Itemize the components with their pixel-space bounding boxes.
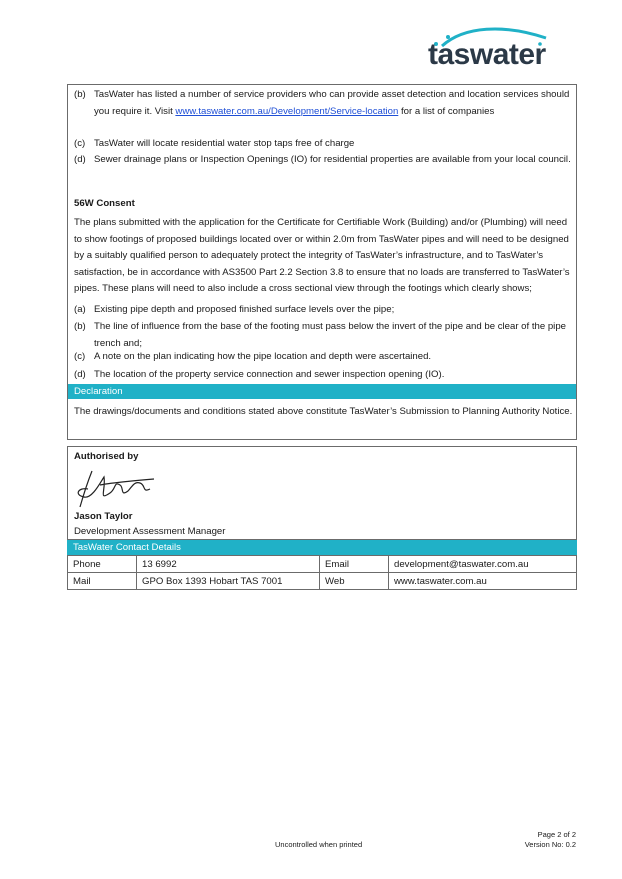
declaration-text: The drawings/documents and conditions stated above constitute TasWater’s Submission to Planning Authority Notice. bbox=[74, 406, 573, 417]
version-number: Version No: 0.2 bbox=[524, 840, 576, 849]
service-location-link[interactable]: www.taswater.com.au/Development/Service-location bbox=[175, 105, 399, 117]
logo-text-water: water bbox=[469, 38, 546, 71]
web-link[interactable]: www.taswater.com.au bbox=[389, 573, 577, 590]
list-item: (d) The location of the property service connection and sewer inspection opening (IO). bbox=[74, 369, 445, 380]
authorisation-box bbox=[67, 446, 577, 540]
list-item: (a) Existing pipe depth and proposed finished surface levels over the pipe; bbox=[74, 304, 395, 315]
contact-table bbox=[67, 555, 577, 590]
footer-uncontrolled: Uncontrolled when printed bbox=[275, 840, 363, 849]
logo-text-tas: tas bbox=[428, 38, 470, 71]
list-item: (d) Sewer drainage plans or Inspection Openings (IO) for residential properties are available from your local council. bbox=[74, 154, 571, 165]
list-item: (b) TasWater has listed a number of service providers who can provide asset detection and location services should you require it. Visit www.taswater.com.au/Development/Service-location for a list of companies bbox=[74, 89, 570, 117]
taswater-logo bbox=[424, 24, 556, 76]
signatory-role: Development Assessment Manager bbox=[74, 526, 226, 537]
page-number: Page 2 of 2 bbox=[537, 830, 576, 839]
table-row: Mail GPO Box 1393 Hobart TAS 7001 Web www.taswater.com.au bbox=[68, 573, 577, 590]
signatory-name: Jason Taylor bbox=[74, 511, 133, 522]
declaration-heading: Declaration bbox=[68, 384, 576, 399]
authorised-heading: Authorised by bbox=[74, 451, 139, 462]
list-item: (c) A note on the plan indicating how the pipe location and depth were ascertained. bbox=[74, 351, 432, 362]
list-item: (c) TasWater will locate residential water stop taps free of charge bbox=[74, 138, 355, 149]
contact-details-heading: TasWater Contact Details bbox=[67, 540, 577, 555]
list-item: (b) The line of influence from the base of the footing must pass below the invert of the pipe and be clear of the pipe trench and; bbox=[74, 321, 566, 349]
email-link[interactable]: development@taswater.com.au bbox=[389, 556, 577, 573]
conditions-box bbox=[67, 84, 577, 440]
footer-page-info bbox=[525, 830, 576, 850]
consent-heading: 56W Consent bbox=[74, 198, 135, 209]
table-row: Phone 13 6992 Email development@taswater.com.au bbox=[68, 556, 577, 573]
consent-body: The plans submitted with the application for the Certificate for Certifiable Work (Building) and/or (Plumbing) will need to show footings of proposed buildings located over or within 2.0m from TasWater pipes and will need to be designed by a suitably qualified person to adequately protect the integrity of TasWater’s infrastructure, and to TasWater’s satisfaction, be in accordance with AS3500 Part 2.2 Section 3.8 to ensure that no loads are transferred to TasWater’s pipes. These plans will need to also include a cross sectional view through the footings which clearly shows; bbox=[74, 217, 570, 294]
signature-icon bbox=[70, 463, 160, 511]
